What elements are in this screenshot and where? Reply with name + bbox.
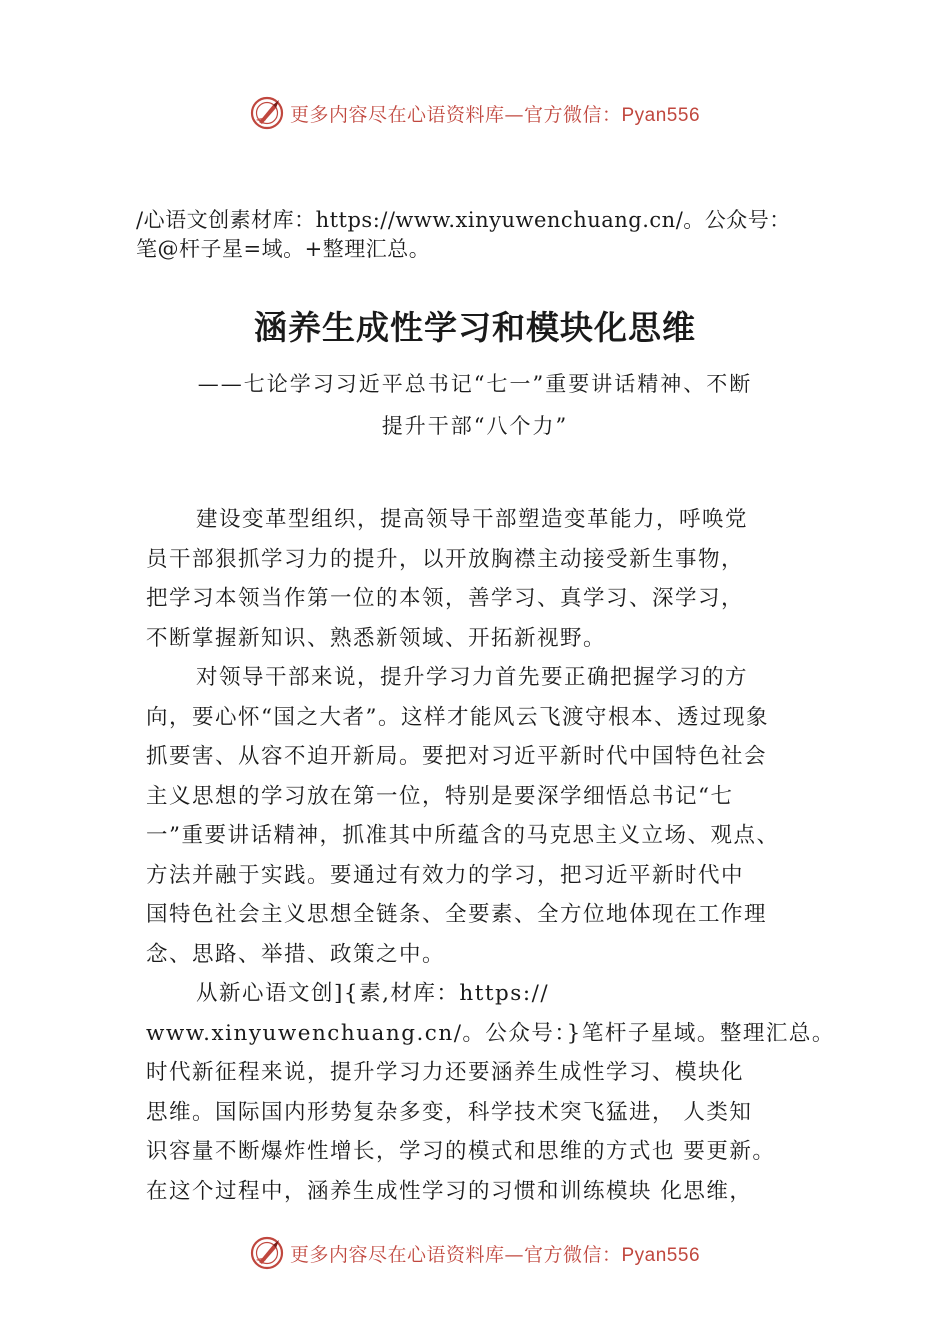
body-line: 向，要心怀“国之大者”。这样才能风云飞渡守根本、透过现象	[146, 704, 769, 730]
body-line: 员干部狠抓学习力的提升，以开放胸襟主动接受新生事物，	[146, 546, 745, 572]
body-line: www.xinyuwenchuang.cn/。公众号：}笔杆子星域。整理汇总。	[146, 1020, 835, 1046]
body-line: 思维。国际国内形势复杂多变，科学技术突飞猛进， 人类知	[146, 1099, 753, 1125]
source-note	[136, 206, 866, 264]
body-line: 一”重要讲话精神，抓准其中所蕴含的马克思主义立场、观点、	[146, 823, 780, 848]
article-subtitle: 提升干部“八个力”	[381, 414, 569, 438]
body-line: 从新心语文创]{素,材库：https://	[196, 981, 550, 1006]
body-line: 念、思路、举措、政策之中。	[146, 941, 446, 967]
body-line: 对领导干部来说，提升学习力首先要正确把握学习的方	[196, 665, 749, 690]
body-line: 时代新征程来说，提升学习力还要涵养生成性学习、模块化	[146, 1060, 745, 1085]
pen-feather-logo-icon	[250, 96, 284, 130]
body-line: 把学习本领当作第一位的本领，善学习、真学习、深学习，	[146, 586, 745, 611]
source-note-line: /心语文创素材库：https://www.xinyuwenchuang.cn/。公众号：	[136, 208, 791, 232]
footer-banner	[0, 1233, 950, 1273]
article-title: 涵养生成性学习和模块化思维	[254, 308, 696, 347]
article-body	[146, 500, 846, 1211]
body-line: 抓要害、从容不迫开新局。要把对习近平新时代中国特色社会	[146, 744, 768, 769]
body-line: 在这个过程中，涵养生成性学习的习惯和训练模块 化思维，	[146, 1178, 753, 1204]
wechat-handle: Pyan556	[621, 104, 701, 126]
header-banner	[0, 93, 950, 133]
body-line: 方法并融于实践。要通过有效力的学习，把习近平新时代中	[146, 862, 745, 888]
body-line: 不断掌握新知识、熟悉新领域、开拓新视野。	[146, 625, 607, 651]
source-note-line: 笔@杆子星=域。+整理汇总。	[136, 237, 431, 261]
wechat-handle: Pyan556	[621, 1244, 701, 1266]
body-line: 主义思想的学习放在第一位，特别是要深学细悟总书记“七	[146, 783, 734, 809]
banner-text: 更多内容尽在心语资料库—官方微信：Pyan556	[289, 103, 701, 126]
banner-text: 更多内容尽在心语资料库—官方微信：Pyan556	[289, 1243, 701, 1266]
article-subtitle: ——七论学习习近平总书记“七一”重要讲话精神、不断	[197, 372, 753, 396]
pen-feather-logo-icon	[250, 1236, 284, 1270]
body-line: 国特色社会主义思想全链条、全要素、全方位地体现在工作理	[146, 902, 768, 927]
body-line: 建设变革型组织，提高领导干部塑造变革能力，呼唤党	[196, 507, 749, 532]
body-line: 识容量不断爆炸性增长，学习的模式和思维的方式也 要更新。	[146, 1139, 776, 1164]
